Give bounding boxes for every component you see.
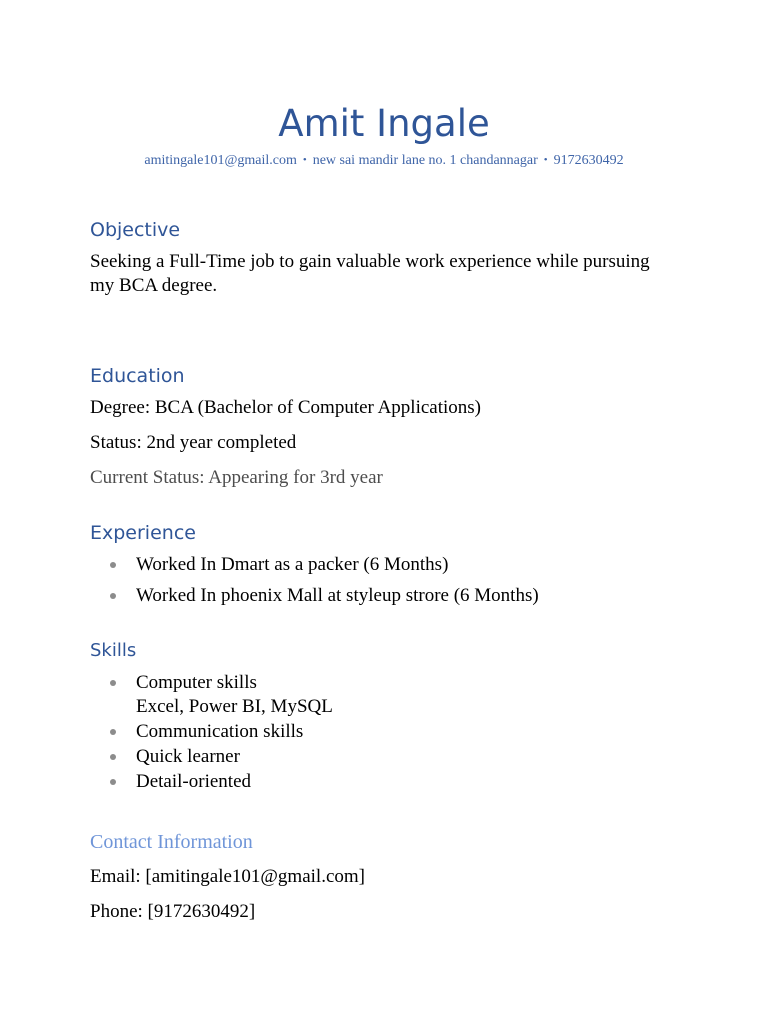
skill-item-detail: Excel, Power BI, MySQL [136,696,333,717]
experience-item [110,553,670,577]
contact-email: Email: [amitingale101@gmail.com] [90,866,365,887]
header-phone: 9172630492 [553,153,624,168]
skill-item [110,745,670,769]
experience-list [110,553,670,615]
skill-item [110,671,670,719]
skill-item [110,720,670,744]
skills-heading: Skills [90,640,137,661]
contact-heading: Contact Information [90,831,253,853]
bullet-icon [110,562,116,568]
candidate-name: Amit Ingale [278,102,490,145]
education-heading: Education [90,365,185,387]
contact-phone: Phone: [9172630492] [90,901,256,922]
skill-item-text: Detail-oriented [136,771,252,792]
education-degree: Degree: BCA (Bachelor of Computer Applications) [90,397,481,418]
bullet-icon [110,593,116,599]
separator-dot: • [302,154,307,166]
skill-item-text: Communication skills [136,721,304,742]
experience-item-text: Worked In phoenix Mall at styleup strore (6 Months) [136,585,539,606]
skill-item [110,770,670,794]
skill-item-text: Computer skills [136,672,257,693]
bullet-icon [110,779,116,785]
experience-item [110,584,670,608]
objective-text: Seeking a Full-Time job to gain valuable work experience while pursuing my BCA degree. [90,251,650,296]
education-current-status: Current Status: Appearing for 3rd year [90,467,383,488]
header-address: new sai mandir lane no. 1 chandannagar [312,153,538,168]
experience-item-text: Worked In Dmart as a packer (6 Months) [136,554,449,575]
skill-item-text: Quick learner [136,746,240,767]
separator-dot: • [543,154,548,166]
header-contact-line [0,152,768,170]
header-email: amitingale101@gmail.com [144,153,297,168]
bullet-icon [110,729,116,735]
bullet-icon [110,680,116,686]
bullet-icon [110,754,116,760]
experience-heading: Experience [90,522,196,544]
objective-heading: Objective [90,219,181,241]
education-status: Status: 2nd year completed [90,432,297,453]
skills-list [110,671,670,795]
